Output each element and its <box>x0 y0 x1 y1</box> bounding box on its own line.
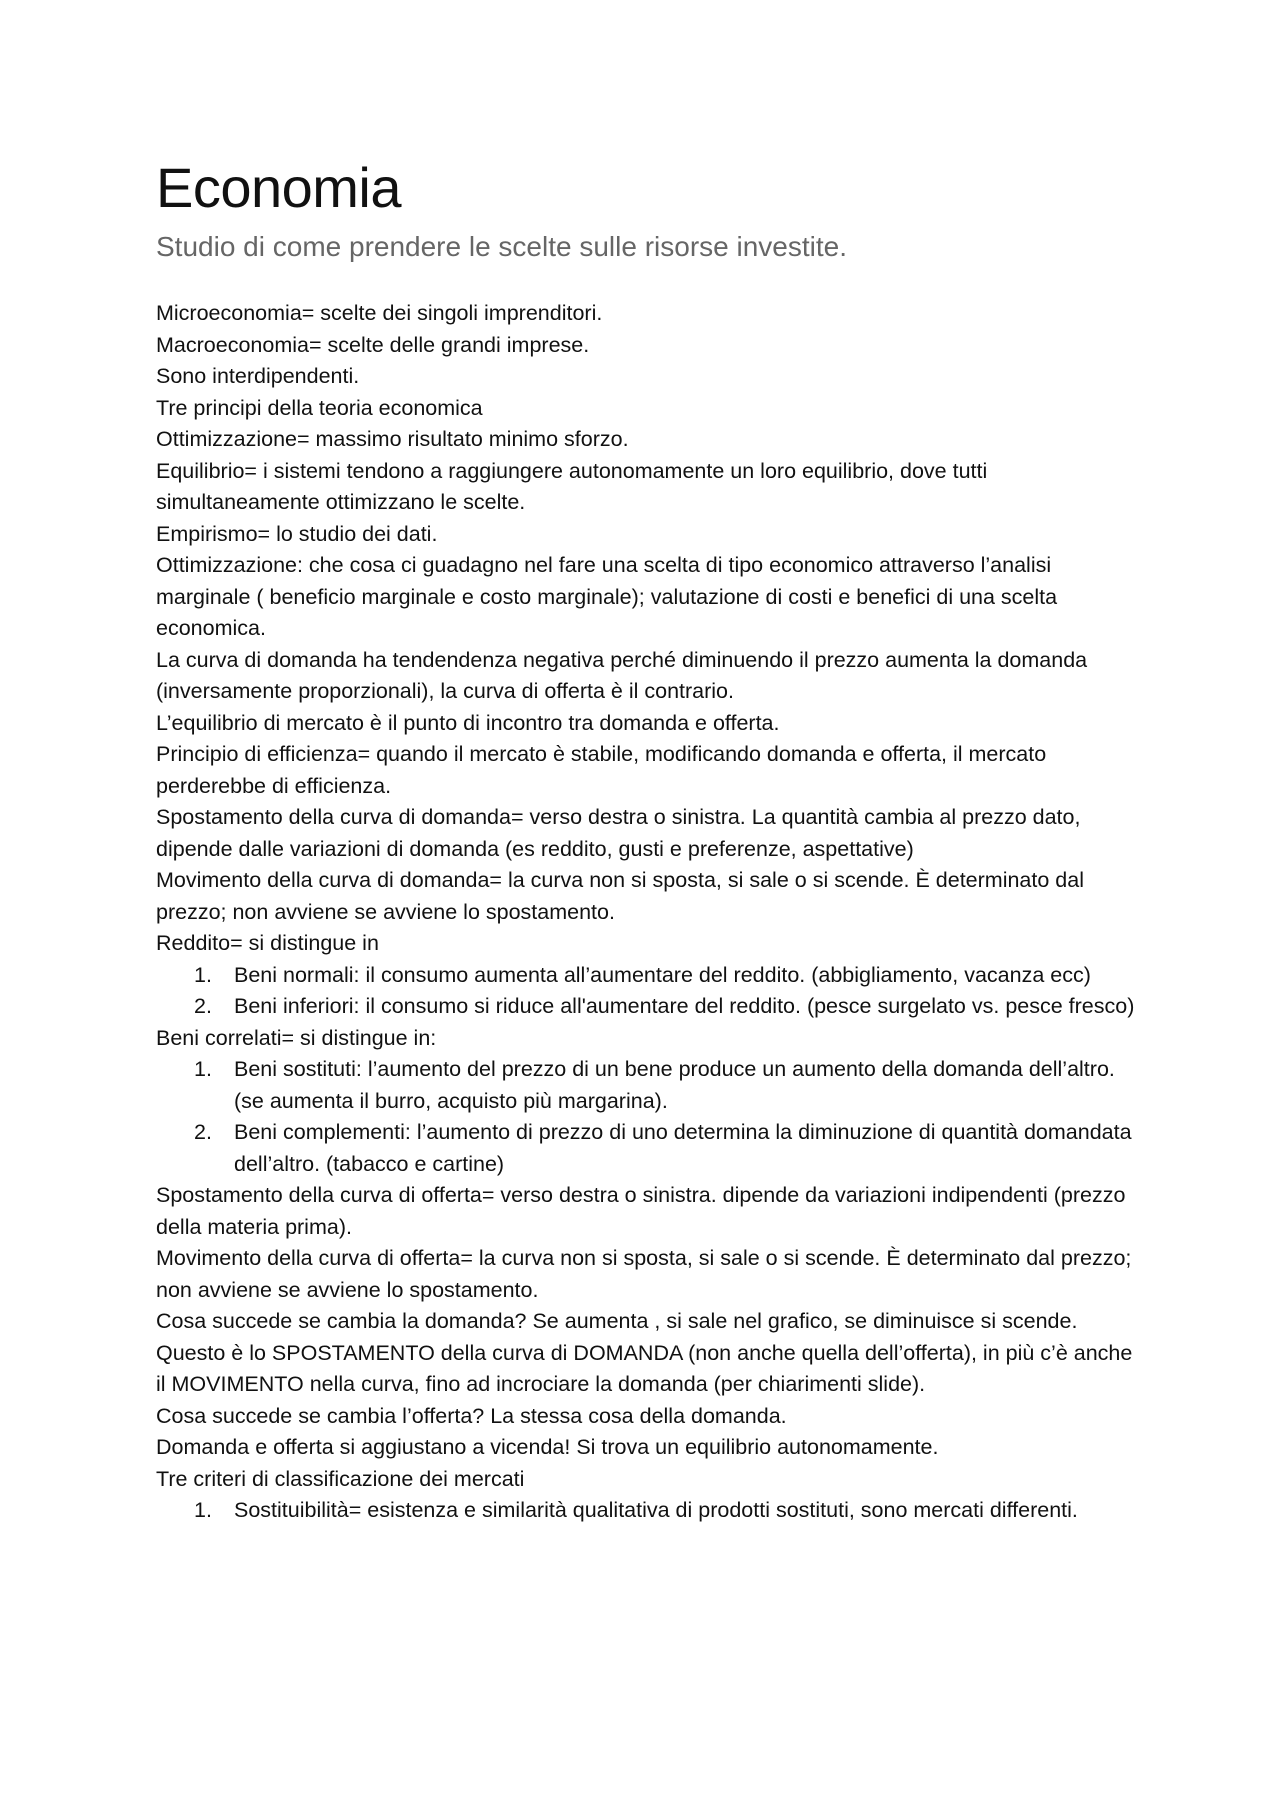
list-number: 1. <box>194 1498 212 1522</box>
list-item-text: Beni complementi: l’aumento di prezzo di uno determina la diminuzione di quantità domandata dell’altro. (tabacco e cartine) <box>234 1120 1132 1176</box>
paragraph: Macroeconomia= scelte delle grandi imprese. <box>156 332 590 357</box>
paragraph: Sono interdipendenti. <box>156 364 360 388</box>
paragraph: Tre criteri di classificazione dei mercati <box>156 1466 525 1491</box>
paragraph: Cosa succede se cambia la domanda? Se aumenta , si sale nel grafico, se diminuisce si scende. Questo è lo SPOSTAMENTO della curva di DOMANDA (non anche quella dell’offerta), in più c’è anche il MOVIMENTO nella curva, fino ad incrociare la domanda (per chiarimenti slide). <box>156 1309 1133 1396</box>
paragraph: Microeconomia= scelte dei singoli imprenditori. <box>156 301 603 325</box>
paragraph: La curva di domanda ha tendendenza negativa perché diminuendo il prezzo aumenta la domanda (inversamente proporzionali), la curva di offerta è il contrario. <box>156 647 1088 703</box>
document-title: Economia <box>156 156 402 219</box>
paragraph: Movimento della curva di offerta= la curva non si sposta, si sale o si scende. È determinato dal prezzo; non avviene se avviene lo spostamento. <box>156 1246 1132 1302</box>
list-number: 1. <box>194 962 212 987</box>
paragraph: Tre principi della teoria economica <box>156 395 483 420</box>
paragraph: Principio di efficienza= quando il mercato è stabile, modificando domanda e offerta, il mercato perderebbe di efficienza. <box>156 742 1047 798</box>
document-subtitle: Studio di come prendere le scelte sulle risorse investite. <box>156 231 848 262</box>
list-item-text: Beni inferiori: il consumo si riduce all'aumentare del reddito. (pesce surgelato vs. pesce fresco) <box>234 994 1135 1018</box>
paragraph: Equilibrio= i sistemi tendono a raggiungere autonomamente un loro equilibrio, dove tutti simultaneamente ottimizzano le scelte. <box>156 458 988 514</box>
document-page <box>156 150 1136 1527</box>
paragraph: Ottimizzazione= massimo risultato minimo sforzo. <box>156 427 629 451</box>
paragraph: Domanda e offerta si aggiustano a vicenda! Si trova un equilibrio autonomamente. <box>156 1435 939 1459</box>
paragraph: Ottimizzazione: che cosa ci guadagno nel fare una scelta di tipo economico attraverso l’analisi marginale ( beneficio marginale e costo marginale); valutazione di costi e benefici di una scelta economica. <box>156 553 1058 640</box>
paragraph: Cosa succede se cambia l’offerta? La stessa cosa della domanda. <box>156 1403 787 1428</box>
paragraph: Spostamento della curva di domanda= verso destra o sinistra. La quantità cambia al prezzo dato, dipende dalle variazioni di domanda (es reddito, gusti e preferenze, aspettative) <box>156 805 1081 861</box>
list-item <box>156 1117 1136 1180</box>
list-item-text: Beni normali: il consumo aumenta all’aumentare del reddito. (abbigliamento, vacanza ecc) <box>234 962 1091 987</box>
list-item <box>156 1054 1136 1117</box>
paragraph: Reddito= si distingue in <box>156 931 379 955</box>
paragraph: Spostamento della curva di offerta= verso destra o sinistra. dipende da variazioni indipendenti (prezzo della materia prima). <box>156 1183 1126 1239</box>
list-item <box>156 1495 1136 1527</box>
document-body <box>156 298 1136 1527</box>
paragraph: Empirismo= lo studio dei dati. <box>156 521 438 546</box>
reddito-list <box>156 960 1136 1023</box>
list-item <box>156 960 1136 992</box>
list-item <box>156 991 1136 1023</box>
correlati-list <box>156 1054 1136 1180</box>
criteri-list <box>156 1495 1136 1527</box>
paragraph: L’equilibrio di mercato è il punto di incontro tra domanda e offerta. <box>156 710 780 735</box>
list-number: 2. <box>194 1120 212 1144</box>
paragraph: Movimento della curva di domanda= la curva non si sposta, si sale o si scende. È determinato dal prezzo; non avviene se avviene lo spostamento. <box>156 868 1084 924</box>
paragraph: Beni correlati= si distingue in: <box>156 1025 437 1050</box>
list-number: 1. <box>194 1057 212 1081</box>
list-item-text: Sostituibilità= esistenza e similarità qualitativa di prodotti sostituti, sono mercati differenti. <box>234 1498 1078 1522</box>
list-item-text: Beni sostituti: l’aumento del prezzo di un bene produce un aumento della domanda dell’altro. (se aumenta il burro, acquisto più margarina). <box>234 1057 1115 1113</box>
list-number: 2. <box>194 994 212 1018</box>
